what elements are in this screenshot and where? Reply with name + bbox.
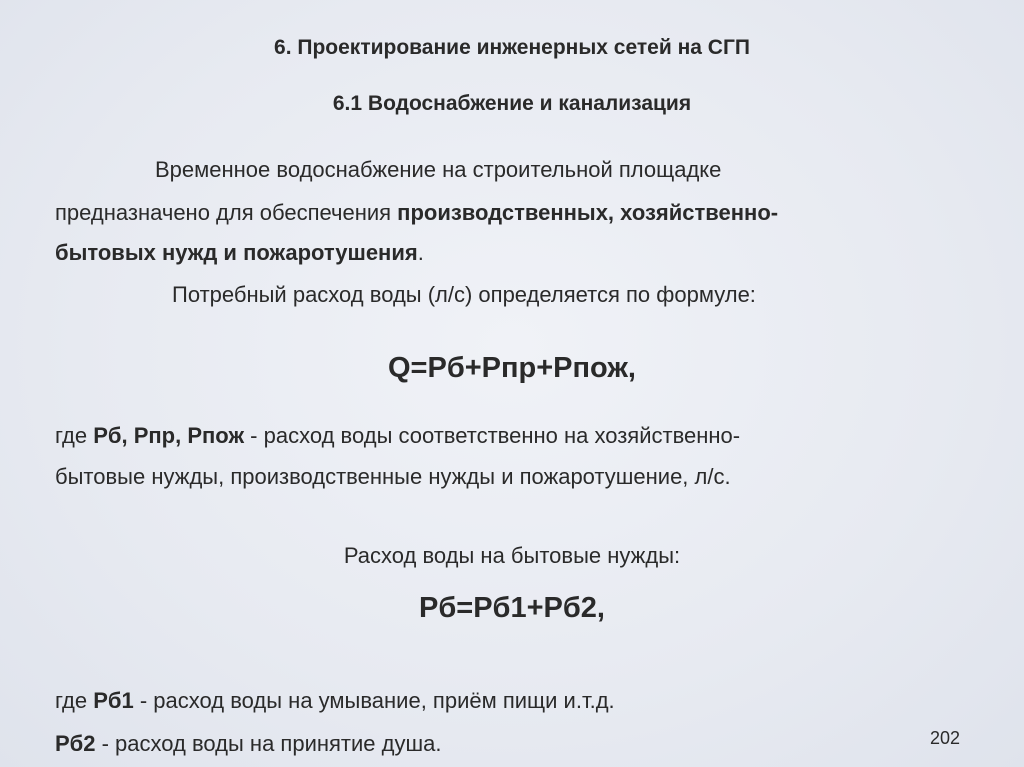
page-number: 202 [929, 728, 960, 748]
intro-line-2-bold: производственных, хозяйственно- [397, 200, 779, 225]
slide-subtitle: 6.1 Водоснабжение и канализация [332, 92, 692, 115]
where-2-text-2: - расход воды на принятие душа. [95, 731, 442, 756]
intro-line-3-bold: бытовых нужд и пожаротушения [55, 240, 418, 265]
where-2-line-1 [55, 688, 615, 714]
flow-text: Потребный расход воды (л/с) определяется по формуле: [172, 282, 756, 307]
where-2-line-2 [55, 731, 441, 757]
where-2-var-1: Рб1 [93, 688, 134, 713]
where-1-vars: Рб, Рпр, Рпож [93, 423, 245, 448]
where-1-line-2: бытовые нужды, производственные нужды и пожаротушение, л/с. [55, 464, 731, 489]
formula-q: Q=Рб+Рпр+Рпож, [387, 352, 636, 384]
where-2-prefix: где [55, 688, 94, 713]
formula-pb: Рб=Рб1+Рб2, [419, 592, 605, 624]
intro-line-3 [55, 240, 424, 266]
intro-line-1: Временное водоснабжение на строительной площадке [155, 157, 722, 182]
where-1-line-1 [55, 423, 740, 449]
intro-line-2-text: предназначено для обеспечения [55, 200, 398, 225]
intro-line-3-end: . [417, 240, 424, 265]
where-1-text: - расход воды соответственно на хозяйственно- [244, 423, 741, 448]
where-1-prefix: где [55, 423, 94, 448]
where-2-text-1: - расход воды на умывание, приём пищи и.т.д. [133, 688, 615, 713]
where-2-var-2: Рб2 [55, 731, 96, 756]
intro-line-2 [55, 200, 778, 226]
household-text: Расход воды на бытовые нужды: [343, 543, 681, 568]
slide-title: 6. Проектирование инженерных сетей на СГП [274, 36, 750, 59]
